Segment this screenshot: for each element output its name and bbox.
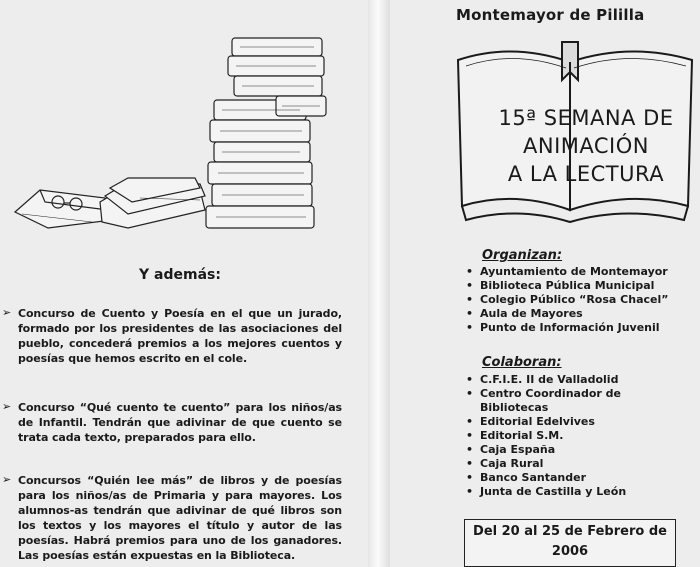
arrow-bullet-icon: ➢ bbox=[2, 400, 12, 413]
bullet-dot-icon: • bbox=[466, 279, 474, 292]
contest-item bbox=[2, 306, 342, 366]
date-line: Del 20 al 25 de Febrero de bbox=[473, 524, 667, 539]
bullet-dot-icon: • bbox=[466, 415, 474, 428]
bullet-dot-icon: • bbox=[466, 387, 474, 400]
organizers-heading: Organizan: bbox=[482, 248, 563, 263]
and-also-heading: Y además: bbox=[139, 267, 221, 283]
list-item: • Caja Rural bbox=[466, 457, 544, 470]
title-line: ANIMACIÓN bbox=[523, 134, 649, 158]
bullet-dot-icon: • bbox=[466, 321, 474, 334]
list-item: • C.F.I.E. II de Valladolid bbox=[466, 373, 619, 386]
arrow-bullet-icon: ➢ bbox=[2, 473, 12, 486]
list-item: • Editorial Edelvives bbox=[466, 415, 595, 428]
list-item: • Caja España bbox=[466, 443, 556, 456]
list-item: • Junta de Castilla y León bbox=[466, 485, 627, 498]
event-title bbox=[486, 104, 686, 188]
town-name: Montemayor de Pililla bbox=[456, 6, 645, 24]
list-item: • Banco Santander bbox=[466, 471, 586, 484]
collaborators-list bbox=[464, 373, 684, 499]
list-item: • Centro Coordinador de Bibliotecas bbox=[466, 387, 621, 414]
page-fold bbox=[368, 0, 390, 567]
contest-item bbox=[2, 473, 342, 563]
list-item: • Biblioteca Pública Municipal bbox=[466, 279, 655, 292]
organizers-list bbox=[464, 265, 684, 335]
contest-text: Concursos “Quién lee más” de libros y de poesías para los niños/as de Primaria y para mayores. Los alumnos-as tendrán que adivinar de qué libros son los textos y los mayores el título y autor de las poesías. Habrá premios para uno de los ganadores. Las poesías están expuestas en la Biblioteca. bbox=[18, 474, 342, 562]
event-dates-box bbox=[464, 519, 676, 567]
bullet-dot-icon: • bbox=[466, 293, 474, 306]
bullet-dot-icon: • bbox=[466, 443, 474, 456]
bullet-dot-icon: • bbox=[466, 471, 474, 484]
list-item: • Colegio Público “Rosa Chacel” bbox=[466, 293, 669, 306]
date-line: 2006 bbox=[551, 544, 589, 559]
right-panel bbox=[390, 0, 700, 567]
bullet-dot-icon: • bbox=[466, 429, 474, 442]
contest-item bbox=[2, 400, 342, 445]
bullet-dot-icon: • bbox=[466, 373, 474, 386]
title-line: A LA LECTURA bbox=[507, 162, 665, 186]
bullet-dot-icon: • bbox=[466, 457, 474, 470]
bullet-dot-icon: • bbox=[466, 307, 474, 320]
bullet-dot-icon: • bbox=[466, 485, 474, 498]
title-line: 15ª SEMANA DE bbox=[498, 106, 674, 130]
list-item: • Aula de Mayores bbox=[466, 307, 583, 320]
collaborators-heading: Colaboran: bbox=[482, 355, 562, 370]
list-item: • Editorial S.M. bbox=[466, 429, 564, 442]
arrow-bullet-icon: ➢ bbox=[2, 306, 12, 319]
contest-text: Concurso de Cuento y Poesía en el que un jurado, formado por los presidentes de las asociaciones del pueblo, concederá premios a los mejores cuentos y poesías que hemos escrito en el cole. bbox=[18, 307, 342, 365]
list-item: • Ayuntamiento de Montemayor bbox=[466, 265, 668, 278]
list-item: • Punto de Información Juvenil bbox=[466, 321, 660, 334]
book-stacks-illustration bbox=[0, 30, 340, 230]
contest-text: Concurso “Qué cuento te cuento” para los niños/as de Infantil. Tendrán que adivinar de que cuento se trata cada texto, preparados para ello. bbox=[18, 401, 342, 444]
bullet-dot-icon: • bbox=[466, 265, 474, 278]
